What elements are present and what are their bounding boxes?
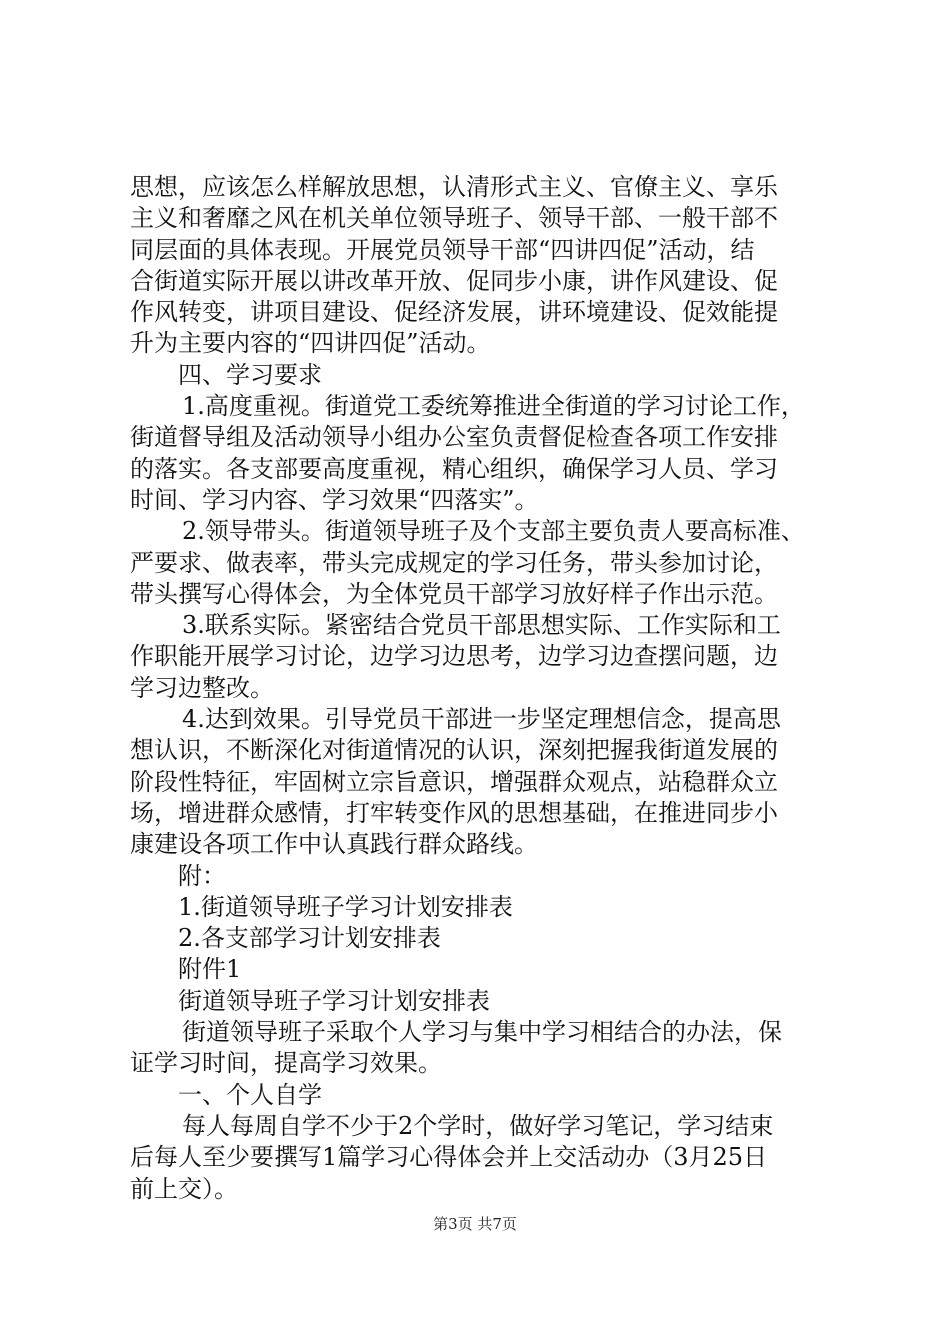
text-line: 4.达到效果。引导党员干部进一步坚定理想信念，提高思 <box>182 705 781 734</box>
appendix-label: 附： <box>178 861 226 890</box>
text-line: 升为主要内容的“四讲四促”活动。 <box>130 329 491 358</box>
text-line: 带头撰写心得体会，为全体党员干部学习放好样子作出示范。 <box>130 579 778 608</box>
text-line: 1.高度重视。街道党工委统筹推进全街道的学习讨论工作， <box>182 392 805 421</box>
text-line: 想认识，不断深化对街道情况的认识，深刻把握我街道发展的 <box>130 736 778 765</box>
text-line: 主义和奢靡之风在机关单位领导班子、领导干部、一般干部不 <box>130 204 778 233</box>
page-number: 第3页 共7页 <box>433 1215 517 1233</box>
attachment-title: 街道领导班子学习计划安排表 <box>178 986 490 1015</box>
text-line: 严要求、做表率，带头完成规定的学习任务，带头参加讨论， <box>130 548 778 577</box>
text-line: 学习边整改。 <box>130 673 274 702</box>
appendix-item: 1.街道领导班子学习计划安排表 <box>178 892 513 921</box>
text-line: 前上交）。 <box>130 1174 238 1203</box>
document-body <box>130 172 830 1205</box>
section-heading: 一、个人自学 <box>178 1080 322 1109</box>
section-heading: 四、学习要求 <box>178 360 322 389</box>
text-line: 3.联系实际。紧密结合党员干部思想实际、工作实际和工 <box>182 611 781 640</box>
text-line: 街道督导组及活动领导小组办公室负责督促检查各项工作安排 <box>130 423 778 452</box>
text-line: 每人每周自学不少于2个学时，做好学习笔记，学习结束 <box>182 1111 774 1140</box>
text-line: 康建设各项工作中认真践行群众路线。 <box>130 830 538 859</box>
text-line: 2.领导带头。街道领导班子及个支部主要负责人要高标准、 <box>182 517 805 546</box>
text-line: 思想，应该怎么样解放思想，认清形式主义、官僚主义、享乐 <box>130 173 778 201</box>
text-line: 阶段性特征，牢固树立宗旨意识，增强群众观点，站稳群众立 <box>130 767 778 796</box>
text-line: 作职能开展学习讨论，边学习边思考，边学习边查摆问题，边 <box>130 642 778 671</box>
text-line: 场，增进群众感情，打牢转变作风的思想基础，在推进同步小 <box>130 798 778 827</box>
text-line: 时间、学习内容、学习效果“四落实”。 <box>130 485 539 514</box>
text-line: 证学习时间，提高学习效果。 <box>130 1049 442 1078</box>
text-line: 街道领导班子采取个人学习与集中学习相结合的办法，保 <box>182 1018 782 1047</box>
text-line: 后每人至少要撰写1篇学习心得体会并上交活动办（3月25日 <box>130 1143 768 1172</box>
text-line: 合街道实际开展以讲改革开放、促同步小康，讲作风建设、促 <box>130 266 778 295</box>
attachment-label: 附件1 <box>178 955 242 984</box>
text-line: 同层面的具体表现。开展党员领导干部“四讲四促”活动，结 <box>130 235 755 264</box>
appendix-item: 2.各支部学习计划安排表 <box>178 924 441 953</box>
text-line: 的落实。各支部要高度重视，精心组织，确保学习人员、学习 <box>130 454 778 483</box>
text-line: 作风转变，讲项目建设、促经济发展，讲环境建设、促效能提 <box>130 298 778 327</box>
